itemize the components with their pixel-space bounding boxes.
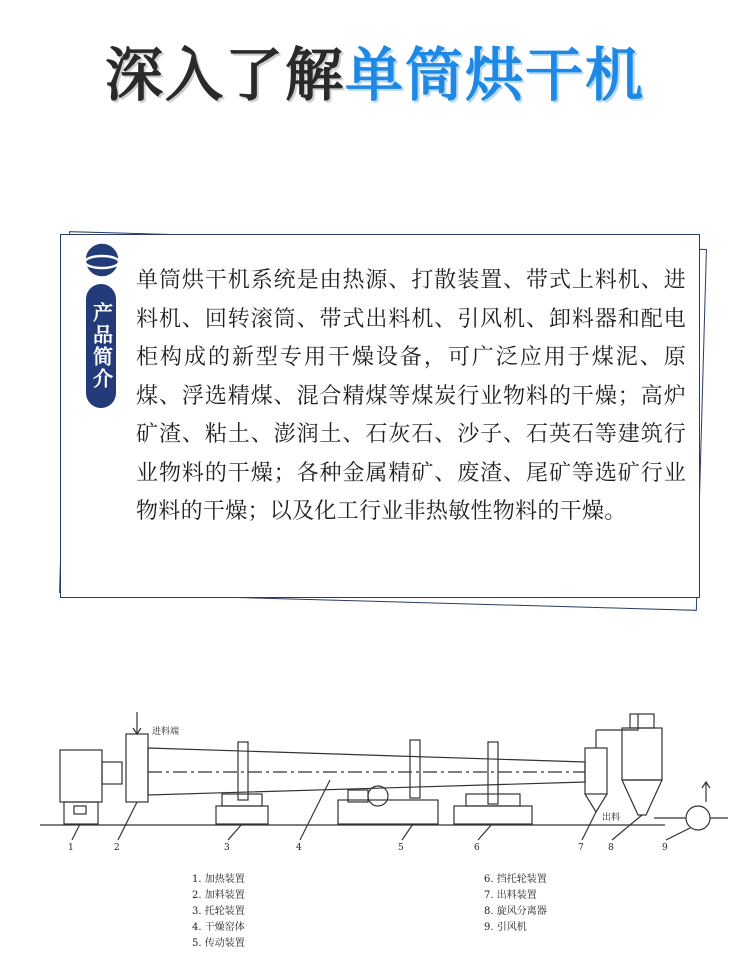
intro-badge xyxy=(86,284,116,408)
heater-door xyxy=(74,806,86,814)
callout-9: 9 xyxy=(662,843,668,853)
cyclone-top xyxy=(630,714,654,728)
legend-item: 2. 加料装置 xyxy=(192,890,245,901)
drive-base xyxy=(338,800,438,824)
support-post-2 xyxy=(410,740,420,798)
globe-icon xyxy=(82,240,122,280)
thrust-post xyxy=(488,742,498,804)
callout-3: 3 xyxy=(224,843,230,853)
legend-item: 1. 加热装置 xyxy=(192,874,245,885)
legend-right xyxy=(484,872,547,936)
heater-duct xyxy=(102,762,122,784)
cyclone-cone xyxy=(622,780,662,815)
discharge-hood xyxy=(585,748,607,794)
legend-item: 7. 出料装置 xyxy=(484,890,537,901)
legend-item: 9. 引风机 xyxy=(484,922,527,933)
drive-gear xyxy=(368,786,388,806)
legend-item: 4. 干燥窑体 xyxy=(192,922,245,933)
heater-body xyxy=(60,750,102,802)
feed-hopper xyxy=(126,734,148,802)
intro-badge-label: 产品简介 xyxy=(89,302,114,390)
feed-end-label: 进料端 xyxy=(152,727,180,737)
page-title-highlight: 单筒烘干机 xyxy=(345,41,646,109)
callout-5: 5 xyxy=(398,843,404,853)
legend-left xyxy=(192,872,245,952)
callout-4: 4 xyxy=(296,843,302,853)
legend-item: 6. 挡托轮装置 xyxy=(484,874,547,885)
discharge-label: 出料 xyxy=(602,813,621,823)
legend-item: 8. 旋风分离器 xyxy=(484,906,547,917)
heater-base xyxy=(64,802,98,824)
fan-housing xyxy=(686,806,710,830)
discharge-chute xyxy=(585,794,607,812)
callout-8: 8 xyxy=(608,843,614,853)
cyclone-body xyxy=(622,728,662,780)
page-title-dark: 深入了解 xyxy=(104,41,345,109)
support-base-1 xyxy=(216,806,268,824)
callout-7: 7 xyxy=(578,843,584,853)
legend-item: 5. 传动装置 xyxy=(192,938,245,949)
dryer-schematic xyxy=(0,690,750,880)
callout-2: 2 xyxy=(114,843,120,853)
callout-1: 1 xyxy=(68,843,74,853)
legend-item: 3. 托轮装置 xyxy=(192,906,245,917)
page-title xyxy=(0,28,750,112)
callout-6: 6 xyxy=(474,843,480,853)
thrust-base xyxy=(454,806,532,824)
intro-text: 单筒烘干机系统是由热源、打散装置、带式上料机、进料机、回转滚筒、带式出料机、引风机、卸料器和配电柜构成的新型专用干燥设备，可广泛应用于煤泥、原煤、浮选精煤、混合精煤等煤炭行业物料的干燥；高炉矿渣、粘土、澎润土、石灰石、沙子、石英石等建筑行业物料的干燥；各种金属精矿、废渣、尾矿等选矿行业物料的干燥；以及化工行业非热敏性物料的干燥。 xyxy=(136,268,686,524)
